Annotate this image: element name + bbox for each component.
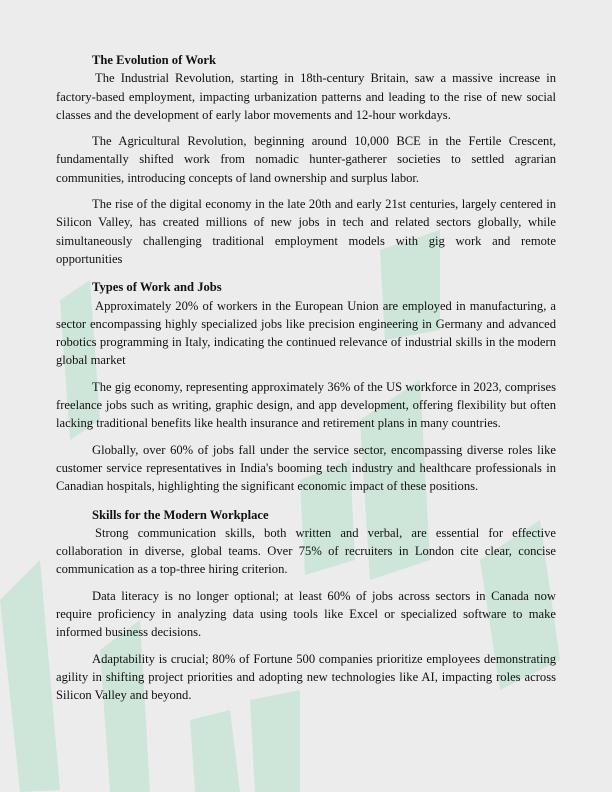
section-skills-modern-workplace — [56, 506, 556, 705]
watermark-stroke — [190, 710, 240, 792]
section-heading: Skills for the Modern Workplace — [92, 507, 269, 522]
paragraph: Adaptability is crucial; 80% of Fortune 500 companies prioritize employees demonstrating agility in shifting project priorities and adopting new technologies like AI, impacting roles across Silicon Valley and beyond. — [56, 651, 556, 703]
section-types-of-work — [56, 278, 556, 495]
paragraph: The Industrial Revolution, starting in 18th-century Britain, saw a massive increase in factory-based employment, impacting urbanization patterns and leading to the rise of new social classes and the development of early labor movements and 12-hour workdays. — [56, 71, 556, 122]
paragraph: The Agricultural Revolution, beginning around 10,000 BCE in the Fertile Crescent, fundamentally shifted work from nomadic hunter-gatherer societies to settled agrarian communities, introducing concepts of land ownership and surplus labor. — [56, 134, 556, 185]
paragraph: Globally, over 60% of jobs fall under the service sector, encompassing diverse roles like customer service representatives in India's booming tech industry and healthcare professionals in Canadian hospitals, highlighting the significant economic impact of these positions. — [56, 442, 556, 494]
section-heading: The Evolution of Work — [92, 53, 216, 67]
paragraph: Approximately 20% of workers in the European Union are employed in manufacturing, a sector encompassing highly specialized jobs like precision engineering in Germany and advanced robotics programming in Italy, indicating the continued relevance of industrial skills in the modern global market — [56, 298, 556, 368]
paragraph: Strong communication skills, both written and verbal, are essential for effective collaboration in diverse, global teams. Over 75% of recruiters in London cite clear, concise communication as a top-three hiring criterion. — [56, 525, 556, 577]
paragraph: The rise of the digital economy in the late 20th and early 21st centuries, largely centered in Silicon Valley, has created millions of new jobs in tech and related sectors globally, while simultaneously challenging traditional employment models with gig work and remote opportunities — [56, 197, 556, 266]
watermark-stroke — [0, 560, 60, 792]
document-body — [56, 51, 556, 715]
section-evolution-of-work — [56, 51, 556, 268]
paragraph: Data literacy is no longer optional; at least 60% of jobs across sectors in Canada now require proficiency in analyzing data using tools like Excel or specialized software to make informed business decisions. — [56, 588, 556, 640]
paragraph: The gig economy, representing approximately 36% of the US workforce in 2023, comprises freelance jobs such as writing, graphic design, and app development, offering flexibility but often lacking traditional benefits like health insurance and retirement plans in many countries. — [56, 379, 556, 431]
section-heading: Types of Work and Jobs — [92, 280, 222, 295]
